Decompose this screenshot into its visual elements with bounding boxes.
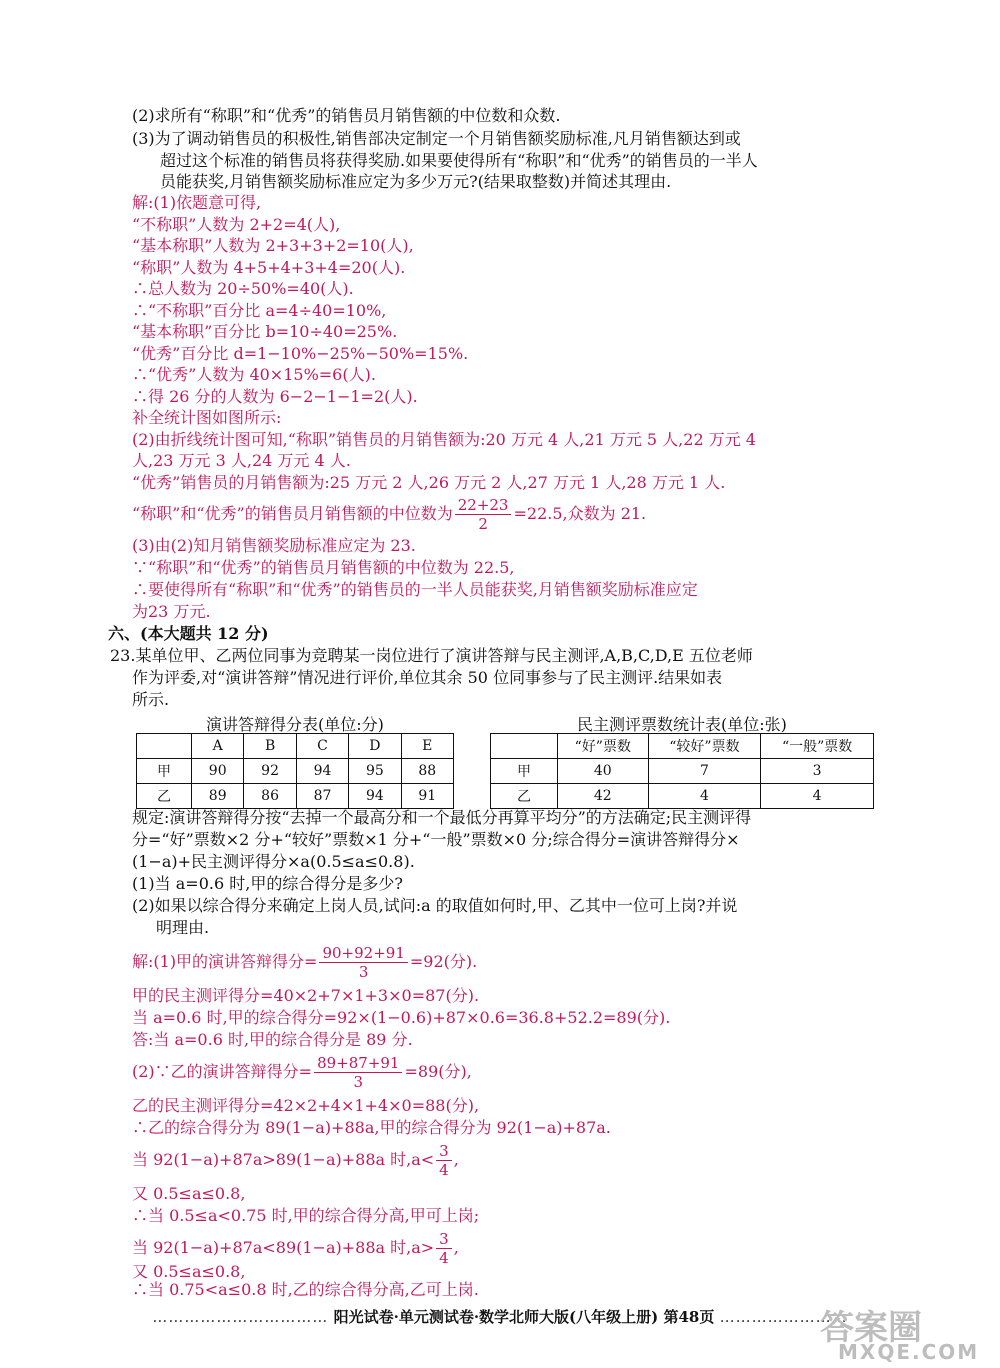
q22-part3-line2: 超过这个标准的销售员将获得奖励.如果要使得所有“称职”和“优秀”的销售员的一半人 <box>160 151 758 170</box>
q23-rule-line: 分=“好”票数×2 分+“较好”票数×1 分+“一般”票数×0 分;综合得分=演讲答辩得分× <box>132 830 740 849</box>
sol22-line: (3)由(2)知月销售额奖励标准应定为 23. <box>132 536 416 555</box>
table-cell: 40 <box>558 759 649 784</box>
sol23-line: ∴当 0.5≤a<0.75 时,甲的综合得分高,甲可上岗; <box>132 1206 480 1225</box>
sol23-text: (2)∵乙的演讲答辩得分= <box>132 1062 313 1081</box>
q23-line: 23.某单位甲、乙两位同事为竞聘某一岗位进行了演讲答辩与民主测评,A,B,C,D,E 五位老师 <box>110 646 753 665</box>
sol22-line: “优秀”百分比 d=1−10%−25%−50%=15%. <box>132 344 469 363</box>
table-cell <box>137 734 192 759</box>
fraction-denominator: 2 <box>478 515 488 533</box>
watermark-url: MXQE.COM <box>838 1340 980 1364</box>
fraction-numerator: 3 <box>436 1230 452 1249</box>
fraction-denominator: 4 <box>439 1161 449 1179</box>
sol23-line: 当 a=0.6 时,甲的综合得分=92×(1−0.6)+87×0.6=36.8+52.2=89(分). <box>132 1008 671 1027</box>
table1-title: 演讲答辩得分表(单位:分) <box>206 715 384 734</box>
fraction-denominator: 3 <box>358 963 369 981</box>
table-cell: 92 <box>244 759 296 784</box>
table-cell: 90 <box>192 759 244 784</box>
sol22-line: “不称职”人数为 2+2=4(人), <box>132 215 341 234</box>
watermark-logo: 答案圈 <box>820 1308 922 1348</box>
sol23-text: , <box>453 1150 459 1169</box>
q23-rule-line: 规定:演讲答辩得分按“去掉一个最高分和一个最低分再算平均分”的方法确定;民主测评得 <box>132 808 752 827</box>
table-cell: 89 <box>192 784 244 809</box>
footer-dots-right: …………………… <box>719 1308 848 1326</box>
table-cell: 91 <box>401 784 453 809</box>
sol23-line <box>132 1052 472 1092</box>
fraction-numerator: 3 <box>436 1142 452 1161</box>
sol23-text: , <box>453 1238 459 1257</box>
table-cell: 4 <box>648 784 761 809</box>
average-fraction <box>314 1054 402 1091</box>
page-number: 第48页 <box>663 1308 715 1326</box>
sol22-line: “基本称职”百分比 b=10÷40=25%. <box>132 322 398 341</box>
q22-part3-line1: (3)为了调动销售员的积极性,销售部决定制定一个月销售额奖励标准,凡月销售额达到或 <box>132 129 741 148</box>
sol23-text: 解:(1)甲的演讲答辩得分= <box>132 952 318 971</box>
table-cell: “好”票数 <box>558 734 649 759</box>
table-cell: 甲 <box>491 759 558 784</box>
table-cell: E <box>401 734 453 759</box>
table-cell: 87 <box>296 784 348 809</box>
fraction-numerator: 89+87+91 <box>314 1054 402 1073</box>
median-fraction <box>455 496 512 533</box>
table-cell <box>491 734 558 759</box>
sol22-line: (2)由折线统计图可知,“称职”销售员的月销售额为:20 万元 4 人,21 万元 5 人,22 万元 4 <box>132 430 756 449</box>
sol22-line: ∴得 26 分的人数为 6−2−1−1=2(人). <box>132 387 418 406</box>
sol23-line: 又 0.5≤a≤0.8, <box>132 1184 246 1203</box>
table-cell: 乙 <box>137 784 192 809</box>
footer-title: 阳光试卷·单元测试卷·数学北师大版(八年级上册) <box>333 1308 659 1326</box>
sol22-line: ∴总人数为 20÷50%=40(人). <box>132 279 354 298</box>
table-row <box>491 759 874 784</box>
table-cell: 乙 <box>491 784 558 809</box>
table-cell: C <box>296 734 348 759</box>
table-cell: 86 <box>244 784 296 809</box>
sol23-line: ∴乙的综合得分为 89(1−a)+88a,甲的综合得分为 92(1−a)+87a. <box>132 1118 611 1137</box>
sol23-line: 乙的民主测评得分=42×2+4×1+4×0=88(分), <box>132 1096 480 1115</box>
table-cell: 7 <box>648 759 761 784</box>
q23-part1: (1)当 a=0.6 时,甲的综合得分是多少? <box>132 874 403 893</box>
table-cell: “较好”票数 <box>648 734 761 759</box>
sol23-line <box>132 942 477 982</box>
sol22-line: ∴要使得所有“称职”和“优秀”的销售员的一半人员能获奖,月销售额奖励标准应定 <box>132 580 698 599</box>
q23-line: 所示. <box>132 690 170 709</box>
q23-part2-line1: (2)如果以综合得分来确定上岗人员,试问:a 的取值如何时,甲、乙其中一位可上岗?并说 <box>132 896 738 915</box>
sol22-line: ∵“称职”和“优秀”的销售员月销售额的中位数为 22.5, <box>132 558 515 577</box>
q22-part2: (2)求所有“称职”和“优秀”的销售员月销售额的中位数和众数. <box>132 106 561 125</box>
q23-part2-line2: 明理由. <box>156 918 210 937</box>
table-cell: B <box>244 734 296 759</box>
table-cell: 95 <box>349 759 401 784</box>
sol22-line: “基本称职”人数为 2+3+3+2=10(人), <box>132 236 414 255</box>
table-cell: 4 <box>761 784 874 809</box>
sol22-line: 人,23 万元 3 人,24 万元 4 人. <box>132 451 351 470</box>
sol23-line <box>132 1140 459 1180</box>
sol23-line: 又 0.5≤a≤0.8, <box>132 1262 246 1281</box>
sol23-line: 甲的民主测评得分=40×2+7×1+3×0=87(分). <box>132 986 480 1005</box>
section-heading: 六、(本大题共 12 分) <box>108 624 269 643</box>
table-cell: 甲 <box>137 759 192 784</box>
table-cell: 3 <box>761 759 874 784</box>
sol22-median-text: “称职”和“优秀”的销售员月销售额的中位数为 <box>132 504 453 523</box>
table-cell: A <box>192 734 244 759</box>
sol23-line: 答:当 a=0.6 时,甲的综合得分是 89 分. <box>132 1030 413 1049</box>
sol23-text: 当 92(1−a)+87a<89(1−a)+88a 时,a> <box>132 1238 435 1257</box>
sol22-median-result: =22.5,众数为 21. <box>513 504 647 523</box>
page-footer <box>120 1306 880 1327</box>
q22-part3-line3: 员能获奖,月销售额奖励标准应定为多少万元?(结果取整数)并简述其理由. <box>160 172 672 191</box>
sol23-text: =89(分), <box>404 1062 472 1081</box>
sol23-line: ∴当 0.75<a≤0.8 时,乙的综合得分高,乙可上岗. <box>132 1280 479 1299</box>
table2-title: 民主测评票数统计表(单位:张) <box>577 715 787 734</box>
sol22-line: 为23 万元. <box>132 602 211 621</box>
table-cell: D <box>349 734 401 759</box>
average-fraction <box>319 944 407 981</box>
fraction-numerator: 22+23 <box>455 496 512 515</box>
table-header-row <box>491 734 874 759</box>
fraction-denominator: 4 <box>439 1249 449 1267</box>
sol22-median-line <box>132 494 646 534</box>
sol22-line: 解:(1)依题意可得, <box>132 193 262 212</box>
q23-line: 作为评委,对“演讲答辩”情况进行评价,单位其余 50 位同事参与了民主测评.结果如表 <box>132 668 723 687</box>
table-row <box>137 759 454 784</box>
table-row <box>491 784 874 809</box>
threshold-fraction <box>436 1142 452 1179</box>
sol23-text: =92(分). <box>409 952 478 971</box>
sol22-line: ∴“优秀”人数为 40×15%=6(人). <box>132 365 376 384</box>
table-cell: 94 <box>349 784 401 809</box>
table-cell: 94 <box>296 759 348 784</box>
q23-rule-line: (1−a)+民主测评得分×a(0.5≤a≤0.8). <box>132 852 415 871</box>
threshold-fraction <box>436 1230 452 1267</box>
table-header-row <box>137 734 454 759</box>
vote-count-table <box>490 733 874 809</box>
sol22-line: “称职”人数为 4+5+4+3+4=20(人). <box>132 258 406 277</box>
sol22-line: 补全统计图如图所示: <box>132 408 282 427</box>
table-cell: 42 <box>558 784 649 809</box>
table-row <box>137 784 454 809</box>
footer-dots-left: …………………………… <box>152 1308 329 1326</box>
sol23-text: 当 92(1−a)+87a>89(1−a)+88a 时,a< <box>132 1150 435 1169</box>
table-cell: 88 <box>401 759 453 784</box>
table-cell: “一般”票数 <box>761 734 874 759</box>
speech-score-table <box>136 733 454 809</box>
fraction-numerator: 90+92+91 <box>319 944 407 963</box>
fraction-denominator: 3 <box>353 1073 364 1091</box>
sol22-line: ∴“不称职”百分比 a=4÷40=10%, <box>132 301 387 320</box>
sol22-line: “优秀”销售员的月销售额为:25 万元 2 人,26 万元 2 人,27 万元 1 人,28 万元 1 人. <box>132 473 726 492</box>
